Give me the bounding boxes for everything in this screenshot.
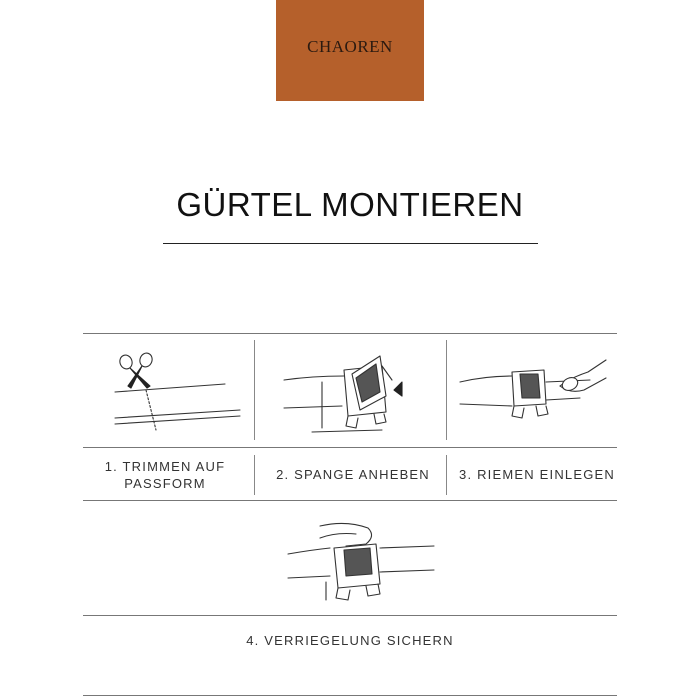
title-divider <box>163 243 538 244</box>
step-4-caption: 4. VERRIEGELUNG SICHERN <box>246 633 454 648</box>
grid-divider-2 <box>446 340 447 440</box>
brand-logo <box>276 0 424 101</box>
buckle-open-icon <box>282 352 432 437</box>
scissors-icon <box>110 350 240 435</box>
step-1-caption <box>90 458 240 492</box>
grid-divider-1 <box>254 340 255 440</box>
grid-line-step4 <box>83 615 617 616</box>
step-3-caption: 3. RIEMEN EINLEGEN <box>459 467 615 482</box>
step-1-caption-line2: PASSFORM <box>124 476 206 491</box>
strap-insert-icon <box>460 352 610 432</box>
buckle-lock-icon <box>286 518 436 606</box>
grid-line-bottom <box>83 695 617 696</box>
page-title: GÜRTEL MONTIEREN <box>176 186 524 223</box>
caption-divider-2 <box>446 455 447 495</box>
step-1-caption-line1: 1. TRIMMEN AUF <box>104 459 226 474</box>
caption-divider-1 <box>254 455 255 495</box>
grid-line-top <box>83 333 617 334</box>
grid-line-middle <box>83 447 617 448</box>
grid-line-lower <box>83 500 617 501</box>
brand-name: CHAOREN <box>307 36 393 56</box>
step-2-caption: 2. SPANGE ANHEBEN <box>276 467 430 482</box>
